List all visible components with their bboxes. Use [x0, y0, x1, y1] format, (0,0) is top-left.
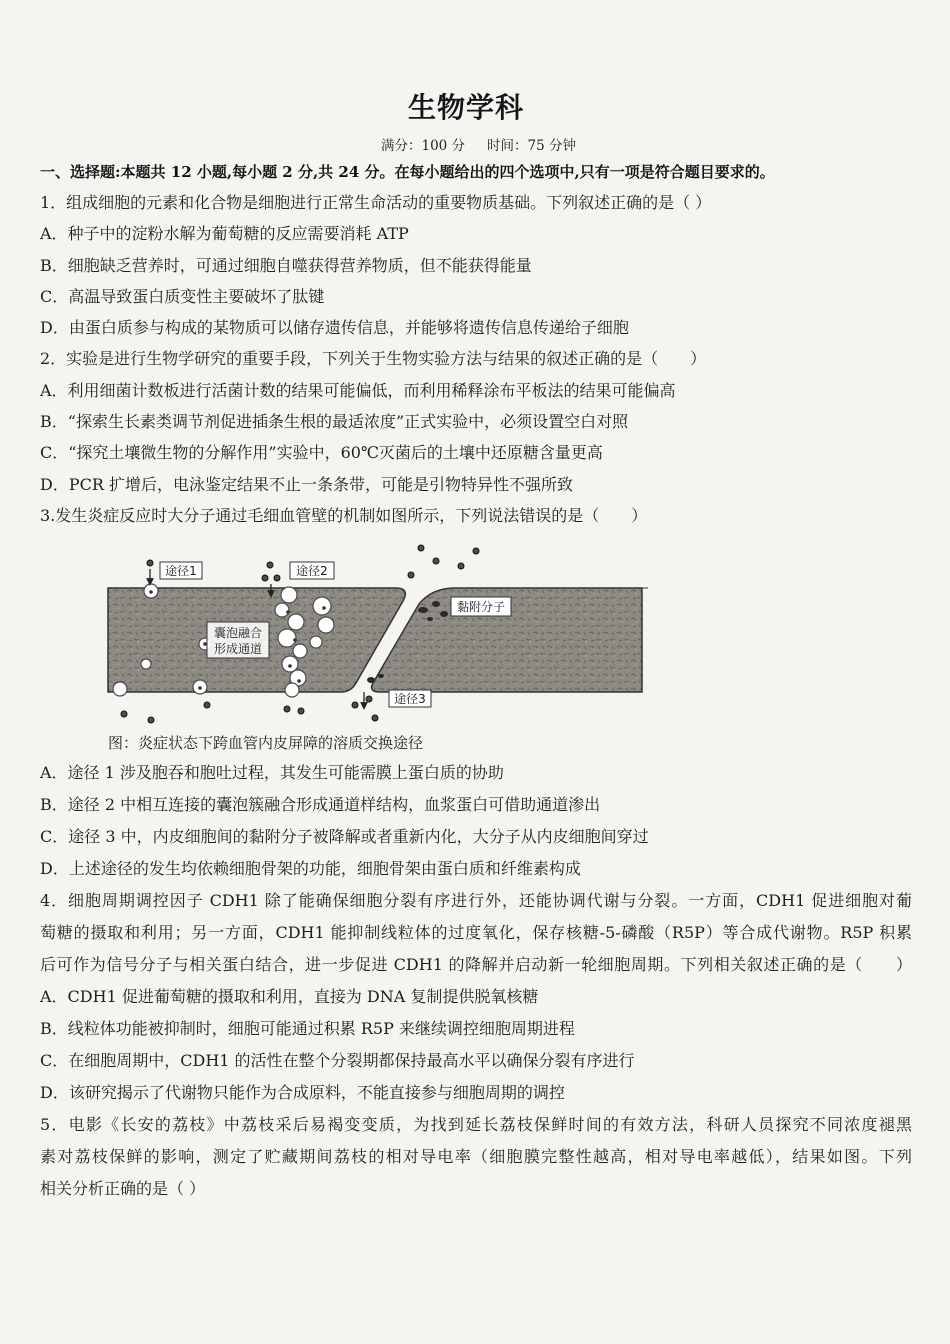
adhesion-molecule: [427, 617, 433, 621]
route-2-label: 途径2: [296, 564, 328, 578]
section-heading: 一、选择题:本题共 12 小题,每小题 2 分,共 24 分。在每小题给出的四个选项中,只有一项是符合题目要求的。: [40, 163, 775, 181]
endothelial-barrier-figure: [0, 530, 950, 730]
questions-block-2: [40, 757, 912, 1205]
vesicle: [275, 603, 289, 617]
solute-particle: [284, 706, 290, 712]
question-2-option-d: D．PCR 扩增后，电泳鉴定结果不止一条条带，可能是引物特异性不强所致: [40, 474, 573, 494]
cargo-dot: [288, 664, 292, 668]
cargo-dot: [286, 610, 290, 614]
vesicle: [141, 659, 151, 669]
vesicle: [293, 644, 307, 658]
endothelial-cells: [108, 588, 648, 692]
solute-particle: [372, 715, 378, 721]
question-4-stem-line-2: 萄糖的摄取和利用；另一方面，CDH1 能抑制线粒体的过度氧化，保存核糖-5-磷酸（R5P）等合成代谢物。R5P 积累: [40, 923, 912, 942]
cargo-dot: [293, 638, 297, 642]
figure-caption: 图：炎症状态下跨血管内皮屏障的溶质交换途径: [108, 734, 424, 752]
cargo-dot: [322, 606, 326, 610]
question-4-option-d: D．该研究揭示了代谢物只能作为合成原料，不能直接参与细胞周期的调控: [40, 1083, 565, 1102]
adhesion-molecule: [367, 677, 375, 683]
solute-particle: [267, 562, 273, 568]
solute-particle: [458, 563, 464, 569]
adhesion-molecule: [440, 611, 448, 617]
vesicle-channel-label-line1: 囊泡融合: [213, 626, 263, 640]
question-5-stem-line-2: 素对荔枝保鲜的影响，测定了贮藏期间荔枝的相对导电率（细胞膜完整性越高，相对导电率越低），结果如图。下列: [40, 1147, 912, 1166]
solute-particle: [147, 560, 153, 566]
question-3-option-c: C．途径 3 中，内皮细胞间的黏附分子被降解或者重新内化，大分子从内皮细胞间穿过: [40, 827, 649, 846]
page-title: 生物学科: [407, 91, 524, 124]
adhesion-molecule: [432, 601, 440, 607]
vesicle: [278, 629, 296, 647]
vesicle: [285, 683, 299, 697]
vesicle: [113, 682, 127, 696]
route-1-label: 途径1: [165, 564, 197, 578]
adhesion-molecule: [378, 674, 384, 678]
adhesion-label: 黏附分子: [456, 600, 506, 614]
cargo-dot: [297, 679, 301, 683]
question-1-option-d: D．由蛋白质参与构成的某物质可以储存遗传信息，并能够将遗传信息传递给子细胞: [40, 318, 629, 338]
question-1-option-c: C．高温导致蛋白质变性主要破坏了肽键: [40, 286, 325, 306]
vesicle: [282, 656, 298, 672]
vesicle-channel-label-line2: 形成通道: [213, 642, 263, 656]
question-3-option-b: B．途径 2 中相互连接的囊泡簇融合形成通道样结构，血浆蛋白可借助通道渗出: [40, 795, 601, 814]
question-2-stem: 2．实验是进行生物学研究的重要手段，下列关于生物实验方法与结果的叙述正确的是（ ）: [40, 349, 707, 369]
question-4-stem-line-3: 后可作为信号分子与相关蛋白结合，进一步促进 CDH1 的降解并启动新一轮细胞周期。下列相关叙述正确的是（ ）: [40, 955, 912, 974]
solute-particle: [433, 558, 439, 564]
cargo-dot: [198, 686, 202, 690]
question-2-option-a: A．利用细菌计数板进行活菌计数的结果可能偏低，而利用稀释涂布平板法的结果可能偏高: [40, 380, 676, 400]
question-3-stem: 3.发生炎症反应时大分子通过毛细血管壁的机制如图所示，下列说法错误的是（ ）: [40, 505, 648, 525]
cargo-dot: [203, 642, 207, 646]
solute-particle: [408, 572, 414, 578]
question-4-option-a: A．CDH1 促进葡萄糖的摄取和利用，直接为 DNA 复制提供脱氧核糖: [40, 987, 539, 1006]
solute-particle: [473, 548, 479, 554]
question-2-option-b: B．“探索生长素类调节剂促进插条生根的最适浓度”正式实验中，必须设置空白对照: [40, 412, 629, 432]
question-4-stem-line-1: 4．细胞周期调控因子 CDH1 除了能确保细胞分裂有序进行外，还能协调代谢与分裂。一方面，CDH1 促进细胞对葡: [40, 891, 912, 910]
solute-particle: [204, 702, 210, 708]
question-1-option-a: A．种子中的淀粉水解为葡萄糖的反应需要消耗 ATP: [40, 224, 409, 244]
question-1-option-b: B．细胞缺乏营养时，可通过细胞自噬获得营养物质，但不能获得能量: [40, 255, 532, 275]
vesicle: [313, 597, 331, 615]
route-3-label: 途径3: [394, 692, 426, 706]
vesicle: [288, 614, 304, 630]
question-3-option-a: A．途径 1 涉及胞吞和胞吐过程，其发生可能需膜上蛋白质的协助: [40, 763, 504, 782]
vesicle: [281, 587, 297, 603]
exam-time: 时间：75 分钟: [487, 138, 576, 154]
solute-particle: [352, 702, 358, 708]
vesicle: [318, 617, 334, 633]
question-2-option-c: C．“探究土壤微生物的分解作用”实验中，60℃灭菌后的土壤中还原糖含量更高: [40, 443, 603, 463]
solute-particle: [298, 708, 304, 714]
full-score: 满分：100 分: [381, 138, 466, 154]
cargo-dot: [149, 590, 153, 594]
question-5-stem-line-1: 5．电影《长安的荔枝》中荔枝采后易褐变变质，为找到延长荔枝保鲜时间的有效方法，科研人员探究不同浓度褪黑: [40, 1115, 912, 1134]
vesicle: [310, 636, 322, 648]
solute-particle: [148, 717, 154, 723]
solute-particle: [121, 711, 127, 717]
question-4-option-b: B．线粒体功能被抑制时，细胞可能通过积累 R5P 来继续调控细胞周期进程: [40, 1019, 575, 1038]
question-5-stem-line-3: 相关分析正确的是（ ）: [40, 1179, 206, 1198]
question-1-stem: 1．组成细胞的元素和化合物是细胞进行正常生命活动的重要物质基础。下列叙述正确的是（ ）: [40, 193, 712, 212]
question-3-option-d: D．上述途径的发生均依赖细胞骨架的功能，细胞骨架由蛋白质和纤维素构成: [40, 859, 581, 878]
question-4-option-c: C．在细胞周期中，CDH1 的活性在整个分裂期都保持最高水平以确保分裂有序进行: [40, 1051, 635, 1070]
adhesion-molecule: [418, 607, 428, 613]
solute-particle: [262, 575, 268, 581]
solute-particle: [366, 696, 372, 702]
questions-block-1: [40, 187, 912, 531]
solute-particle: [418, 545, 424, 551]
solute-particle: [274, 575, 280, 581]
